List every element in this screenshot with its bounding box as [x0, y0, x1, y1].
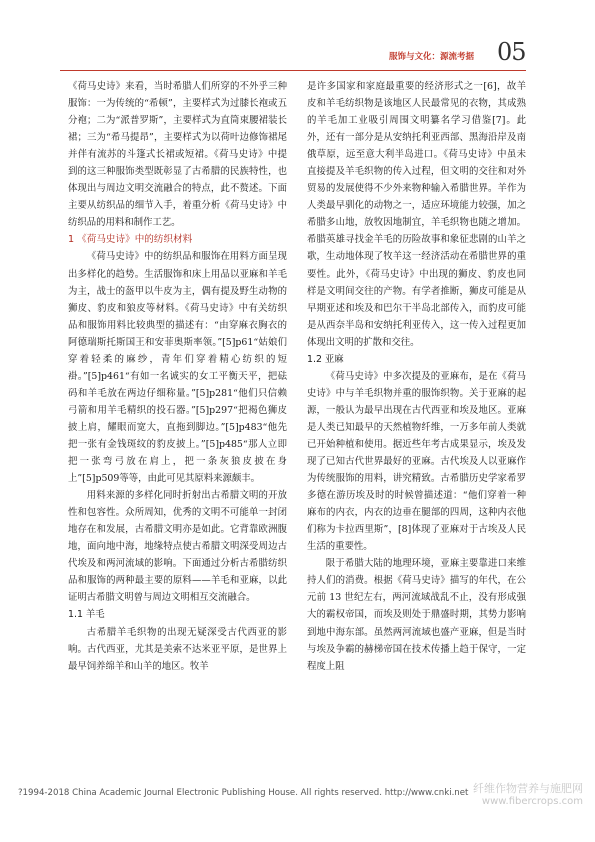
page-number: 05 — [497, 38, 526, 66]
paragraph: 是许多国家和家庭最重要的经济形式之一[6]，故羊皮和羊毛纺织物是该地区人民最常见的衣物，其成熟的羊毛加工业吸引周围文明纂名学习借鉴[7]。此外，还有一部分是从安纳托利亚西部、黑海沿岸及南俄草原，远至意大利半岛进口。《荷马史诗》中虽未直接提及羊毛织物的传入过程，但文明的交往和对外贸易的发展使得不少外来物种输入希腊世界。羊作为人类最早驯化的动物之一，适应环境能力较强，加之希腊多山地，放牧因地制宜，羊毛织物也随之增加。希腊英雄寻找金羊毛的历险故事和象征悲剧的山羊之歌，生动地体现了牧羊这一经济活动在希腊世界的重要性。此外，《荷马史诗》中出现的狮皮、豹皮也同样是文明间交往的产物。有学者推断，狮皮可能是从早期亚述和埃及和巴尔干半岛北部传入，而豹皮可能是从西奈半岛和安纳托利亚传入，这一传入过程更加体现出文明的扩散和交往。 — [307, 81, 526, 348]
copyright-footer: ?1994-2018 China Academic Journal Electronic Publishing House. All rights reserved. http://www.cnki.net — [18, 788, 469, 798]
left-column — [68, 78, 287, 675]
section-tag: 服饰与文化：源流考据 — [389, 52, 475, 62]
subsection-heading: 1.1 羊毛 — [68, 609, 105, 621]
paragraph: 用料来源的多样化同时折射出古希腊文明的开放性和包容性。众所周知，优秀的文明不可能单一封闭地存在和发展，古希腊文明亦是如此。它背靠欧洲腹地，面向地中海，地缘特点使古希腊文明深受周边古代埃及和两河流域的影响。下面通过分析古希腊纺织品和服饰的两种最主要的原料——羊毛和亚麻，以此证明古希腊文明曾与周边文明相互交流融合。 — [68, 490, 287, 604]
watermark — [473, 780, 583, 807]
section-heading: 1 《荷马史诗》中的纺织材料 — [68, 234, 193, 246]
watermark-text: 纤维作物营养与施肥网 — [473, 782, 583, 795]
paragraph: 《荷马史诗》中的纺织品和服饰在用料方面呈现出多样化的趋势。生活服饰和床上用品以亚麻和羊毛为主，战士的盔甲以牛皮为主，偶有提及野生动物的狮皮、豹皮和狼皮等材料。《荷马史诗》中有关纺织品和服饰用料比较典型的描述有：“由穿麻衣胸衣的阿德瑞斯托斯国王和安菲奥斯率领。”[5]p61“姑娘们穿着轻柔的麻纱，青年们穿着精心纺织的短褂。”[5]p461“有如一名诚实的女工平衡天平，把砝码和羊毛放在两边仔细称量。”[5]p281“他们只信赖弓箭和用羊毛精织的投石器。”[5]p297“把褐色狮皮披上肩，耀眼而宽大，直拖到脚边。”[5]p483“他先把一张有金钱斑纹的豹皮披上。”[5]p485“那人立即把一张弯弓放在肩上，把一条灰狼皮披在身上”[5]p509等等，由此可见其原料来源颇丰。 — [68, 251, 287, 485]
watermark-url: www.fibercrops.com — [481, 796, 583, 807]
right-column — [307, 78, 526, 675]
paragraph: 限于希腊大陆的地理环境，亚麻主要靠进口来维持人们的消费。根据《荷马史诗》描写的年代，在公元前 13 世纪左右，两河流域战乱不止，没有形成强大的霸权帝国，而埃及则处于鼎盛时期，其势力影响到地中海东部。虽然两河流域也盛产亚麻，但是当时与埃及争霸的赫梯帝国在技术传播上趋于保守，一定程度上阻 — [307, 558, 526, 672]
paragraph: 古希腊羊毛织物的出现无疑深受古代西亚的影响。古代西亚，尤其是美索不达米亚平原，是世界上最早饲养绵羊和山羊的地区。牧羊 — [68, 626, 287, 672]
paragraph: 《荷马史诗》中多次提及的亚麻布，是在《荷马史诗》中与羊毛织物并重的服饰织物。关于亚麻的起源，一般认为最早出现在古代西亚和埃及地区。亚麻是人类已知最早的天然植物纤维，一万多年前人类就已开始种植和使用。据近些年考古成果显示，埃及发现了已知古代世界最好的亚麻。古代埃及人以亚麻作为传统服饰的用料，讲究精致。古希腊历史学家希罗多德在游历埃及时的时候曾描述道：“他们穿着一种麻布的内衣，内衣的边垂在腿部的四周，这种内衣他们称为卡拉西里斯”，[8]体现了亚麻对于古埃及人民生活的重要性。 — [307, 370, 526, 553]
header-rule — [60, 70, 526, 71]
running-header — [389, 40, 525, 68]
paragraph: 《荷马史诗》来看，当时希腊人们所穿的不外乎三种服饰：一为传统的“希顿”，主要样式为过膝长袍或五分袍；二为“派普罗斯”，主要样式为直筒束腰裙装长裙；三为“希马提昂”，主要样式为以荷叶边修饰裙尾并伴有流苏的斗篷式长裙或短裙。《荷马史诗》中提到的这三种服饰类型既彰显了古希腊的民族特性，也体现出与周边文明交流融合的特点，此不赘述。下面主要从纺织品的细节入手，着重分析《荷马史诗》中纺织品的用料和制作工艺。 — [68, 81, 287, 229]
subsection-heading: 1.2 亚麻 — [307, 353, 344, 365]
